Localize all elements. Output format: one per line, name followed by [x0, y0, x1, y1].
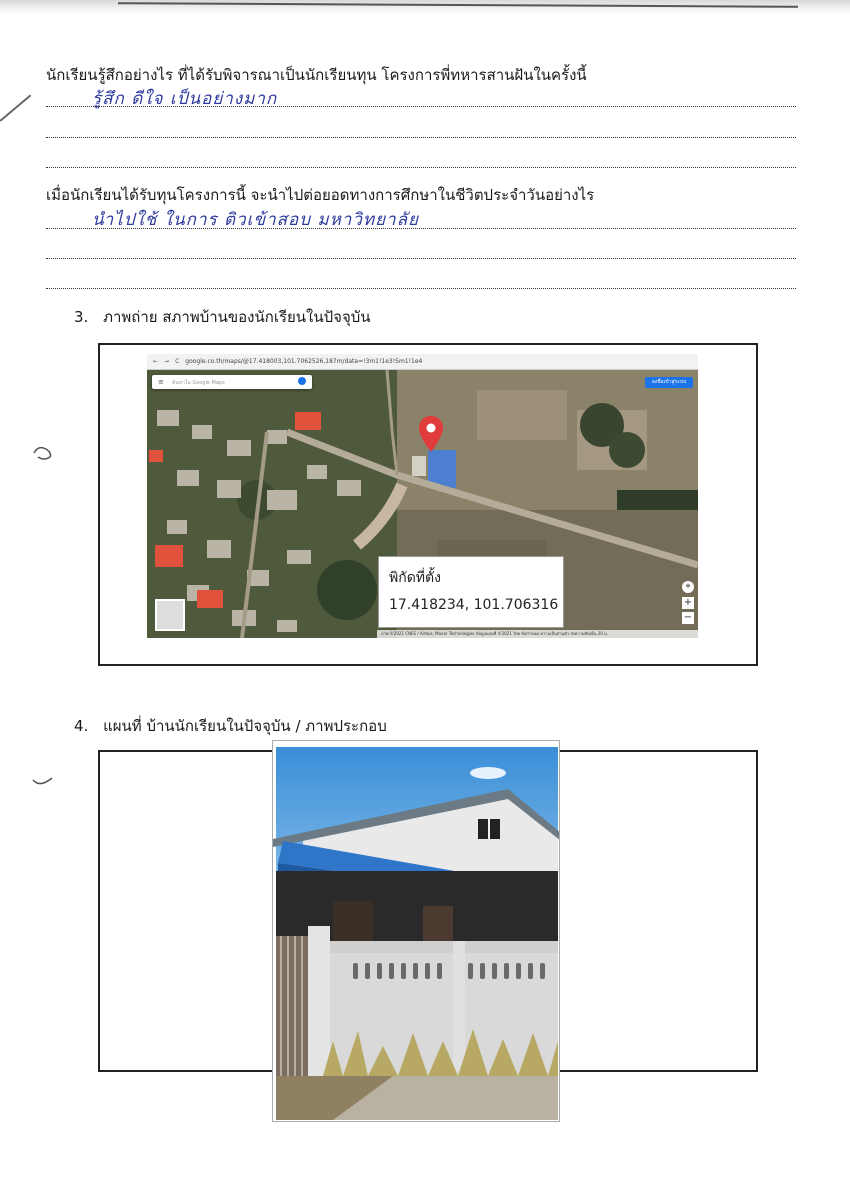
section-3-number: 3.	[74, 308, 89, 326]
question-1-answer: รู้สึก ดีใจ เป็นอย่างมาก	[92, 89, 278, 109]
zoom-out-button[interactable]: −	[683, 612, 693, 623]
question-2-prompt: เมื่อนักเรียนได้รับทุนโครงการนี้ จะนำไปต่อยอดทางการศึกษาในชีวิตประจำวันอย่างไร	[46, 186, 595, 204]
map-search-box[interactable]	[152, 375, 312, 389]
answer-line	[46, 288, 796, 289]
layers-toggle[interactable]	[155, 599, 185, 631]
section-4-number: 4.	[74, 717, 89, 735]
address-bar[interactable]: google.co.th/maps/@17.418003,101.7062526,187m/data=!3m1!1e3!5m1!1e4	[185, 358, 423, 365]
menu-icon[interactable]: ≡	[158, 378, 164, 386]
zoom-in-button[interactable]: +	[683, 597, 693, 608]
answer-line	[46, 137, 796, 138]
answer-line	[46, 258, 796, 259]
browser-bar	[147, 354, 698, 370]
directions-icon[interactable]	[298, 377, 306, 385]
section-4-title: แผนที่ บ้านนักเรียนในปัจจุบัน / ภาพประกอบ	[103, 717, 387, 735]
section-3-title: ภาพถ่าย สภาพบ้านของนักเรียนในปัจจุบัน	[103, 308, 371, 326]
sign-in-button[interactable]: ลงชื่อเข้าสู่ระบบ	[645, 377, 693, 388]
coordinate-box	[378, 556, 564, 628]
map-search-placeholder: ค้นหาใน Google Maps	[172, 380, 225, 386]
back-icon[interactable]: ←	[153, 358, 159, 365]
answer-line	[46, 106, 796, 107]
section-3-heading	[74, 305, 371, 329]
forward-icon[interactable]: →	[164, 358, 170, 365]
coordinate-label: พิกัดที่ตั้ง	[389, 570, 441, 586]
house-photo	[272, 740, 560, 1122]
reload-icon[interactable]: C	[175, 358, 180, 365]
scan-fold-mark	[0, 95, 31, 122]
answer-line	[46, 228, 796, 229]
punch-hole-mark	[30, 443, 56, 463]
answer-line	[46, 167, 796, 168]
house-illustration	[273, 741, 560, 1122]
question-1-prompt: นักเรียนรู้สึกอย่างไร ที่ได้รับพิจารณาเป็นนักเรียนทุน โครงการพี่ทหารสานฝันในครั้งนี้	[46, 66, 587, 84]
section-4-heading	[74, 714, 387, 738]
map-pin-icon	[419, 416, 443, 452]
coordinate-value: 17.418234, 101.706316	[389, 597, 559, 613]
map-footer: ภาพ ©2021 CNES / Airbus, Maxar Technologies ข้อมูลแผนที่ ©2021 ไทย ข้อกำหนด ความเป็นส่วนตัว ส่งความคิดเห็น 20 ม.	[377, 630, 698, 638]
compass-icon[interactable]: ⌖	[682, 581, 694, 593]
punch-hole-mark	[30, 772, 56, 792]
question-2-answer: นำไปใช้ ในการ ติวเข้าสอบ มหาวิทยาลัย	[92, 210, 419, 230]
